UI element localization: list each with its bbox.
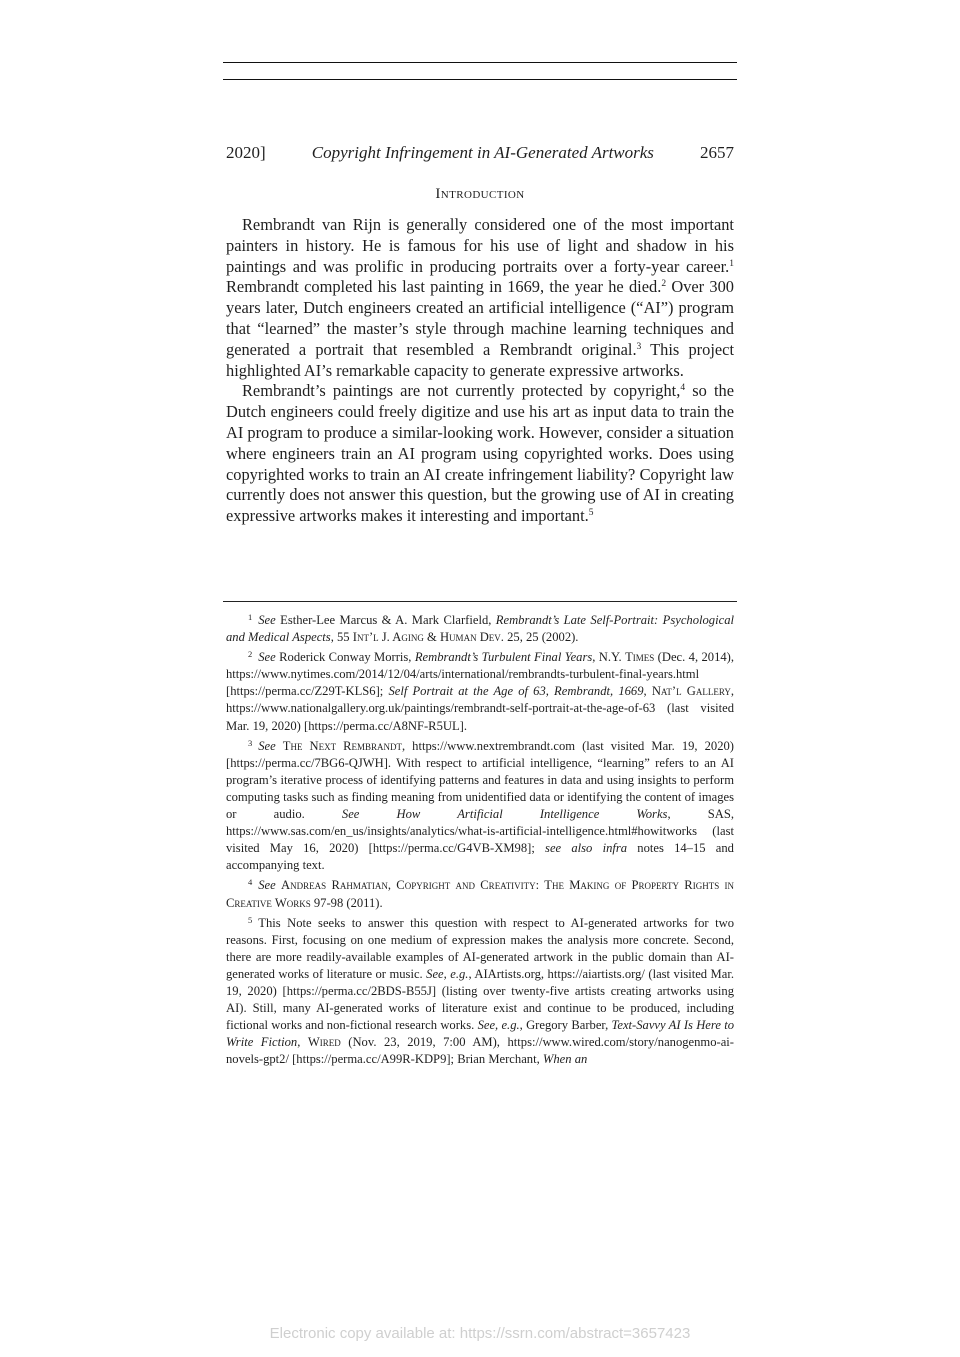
text-run (276, 739, 283, 753)
text-run: Over 300 years later, Dutch engineers created an artificial intelligence (“AI”) program that “learned” the master’s style through machine learning techniques and generated a portrait that resembled a Rembrandt original. (226, 277, 735, 359)
text-run: Rembrandt van Rijn is generally considered one of the most important painters in history. He is famous for his use of light and shadow in his paintings and was prolific in producing portraits over a forty-year career. (226, 215, 734, 276)
artwork-title: Self Portrait at the Age of 63, Rembrandt, 1669 (388, 684, 644, 699)
footnote-ref[interactable]: 5 (588, 508, 594, 519)
text-run: This Note seeks to answer this question with respect to AI-generated artworks for two reasons. First, focusing on one medium of expression makes the analysis more concrete. Second, there are more readily-available examples of AI-generated artwork in the public domain than AI-generated works of literature or music. (226, 915, 734, 981)
footnote-ref[interactable]: 4 (680, 383, 686, 394)
header-year: 2020] (226, 143, 266, 162)
signal: See (258, 613, 276, 627)
footnote-ref[interactable]: 3 (636, 341, 642, 352)
text-run: , AIArtists.org, https://aiartists.org/ (last visited Mar. 19, 2020) [https://perma.cc/2BDS-B55J] (listing over twenty-five artists creating artworks using AI). Still, many AI-generated works of literature exist and continue to be produced, including fictional works and non-fictional research works. (226, 966, 734, 1033)
ssrn-footer-watermark: Electronic copy available at: https://ssrn.com/abstract=3657423 (269, 1325, 691, 1342)
top-rule (223, 62, 737, 63)
signal: See (258, 878, 276, 893)
text-run: so the Dutch engineers could freely digitize and use his art as input data to train the AI program to produce a similar-looking work. However, consider a situation where engineers train an AI program using copyrighted works. Does using copyrighted works to train an AI create infringement liability? Copyright law currently does not answer this question, but the growing use of AI in creating expressive artworks makes it interesting and important. (226, 381, 735, 526)
footnote-ref[interactable]: 2 (661, 279, 667, 290)
footnote-1 (226, 612, 734, 646)
text-run: , 55 (330, 630, 353, 645)
paragraph-2 (226, 381, 734, 527)
footnote-4 (226, 877, 734, 911)
signal: See (258, 650, 276, 665)
footnote-2 (226, 649, 734, 734)
footnotes (226, 612, 734, 1071)
signal: See, e.g. (426, 966, 469, 981)
text-run: Esther-Lee Marcus & A. Mark Clarfield, (275, 613, 496, 627)
footnote-number: 4 (248, 877, 253, 888)
text-run: , Gregory Barber, (519, 1018, 612, 1033)
footnote-number: 5 (248, 914, 253, 925)
text-run: , SAS, https://www.sas.com/en_us/insights/analytics/what-is-artificial-intelligence.html#howitworks (last visited May 16, 2020) [https://perma.cc/G4VB-XM98]; (226, 807, 734, 856)
signal: See, e.g. (477, 1018, 520, 1033)
article-title: Rembrandt’s Late Self-Portrait: Psychological and Medical Aspects (226, 613, 734, 645)
text-run: 25, 25 (2002). (503, 630, 579, 645)
signal: see also infra (545, 841, 628, 856)
top-rule-2 (223, 79, 737, 80)
text-run: Roderick Conway Morris, (275, 650, 415, 665)
text-run: notes 14–15 and accompanying text. (226, 841, 734, 873)
text-run: , https://www.nationalgallery.org.uk/paintings/rembrandt-self-portrait-at-the-age-of-63 (last visited Mar. 19, 2020) [https://perma.cc/A8NF-R5UL]. (226, 684, 735, 733)
book-title: Andreas Rahmatian, Copyright and Creativity: The Making of Property Rights in Creative Works (226, 878, 734, 910)
footnote-number: 3 (248, 737, 253, 748)
header-title: Copyright Infringement in AI-Generated Artworks (311, 143, 654, 162)
text-run: , N.Y. (592, 650, 626, 665)
footnote-ref[interactable]: 1 (729, 258, 734, 269)
journal-name: Int’l J. Aging & Human Dev. (352, 630, 504, 645)
footnote-number: 1 (248, 612, 253, 622)
body-text (226, 215, 734, 527)
text-run: , (297, 1035, 308, 1050)
signal: See (258, 738, 276, 753)
paragraph-1 (226, 215, 734, 381)
text-run: , (643, 684, 652, 699)
text-run: , https://www.nextrembrandt.com (last visited Mar. 19, 2020) [https://perma.cc/7BG6-QJWH]. With respect to artificial intelligence, “learning” refers to an AI program’s iterative process of identifying patterns and features in data and using insights to perform computing tasks such as finding meaning from unidentified data or identifying the content of images or audio. (226, 738, 734, 822)
running-header (226, 143, 734, 165)
section-heading: Introduction (435, 186, 525, 202)
organization-name: The Next Rembrandt (282, 738, 402, 753)
footnote-rule (223, 601, 737, 602)
text-run: (Nov. 23, 2019, 7:00 AM), https://www.wired.com/story/nanogenmo-ai-novels-gpt2/ [https://perma.cc/A99R-KDP9]; Brian Merchant, (226, 1035, 735, 1067)
publication-name: Times (625, 650, 655, 665)
footnote-number: 2 (248, 649, 253, 660)
article-title: When an (542, 1052, 588, 1067)
article-title: Rembrandt’s Turbulent Final Years (414, 650, 593, 665)
text-run: This project highlighted AI’s remarkable capacity to generate expressive artworks. (226, 339, 734, 380)
header-page-number: 2657 (700, 143, 734, 162)
footnote-3 (226, 738, 734, 875)
text-run: 97-98 (2011). (310, 895, 383, 910)
text-run: Rembrandt’s paintings are not currently protected by copyright, (242, 381, 681, 401)
text-run: Rembrandt completed his last painting in 1669, the year he died. (226, 277, 662, 297)
text-run: (Dec. 4, 2014), https://www.nytimes.com/2014/12/04/arts/international/rembrandts-turbulent-final-years.html [https://perma.cc/Z29T-KLS6]; (226, 650, 735, 699)
footnote-5 (226, 915, 734, 1069)
publication-name: Nat’l Gallery (651, 684, 731, 699)
article-title: Text-Savvy AI Is Here to Write Fiction (226, 1018, 735, 1050)
signal: See How Artificial Intelligence Works (341, 807, 668, 822)
publication-name: Wired (307, 1035, 341, 1050)
